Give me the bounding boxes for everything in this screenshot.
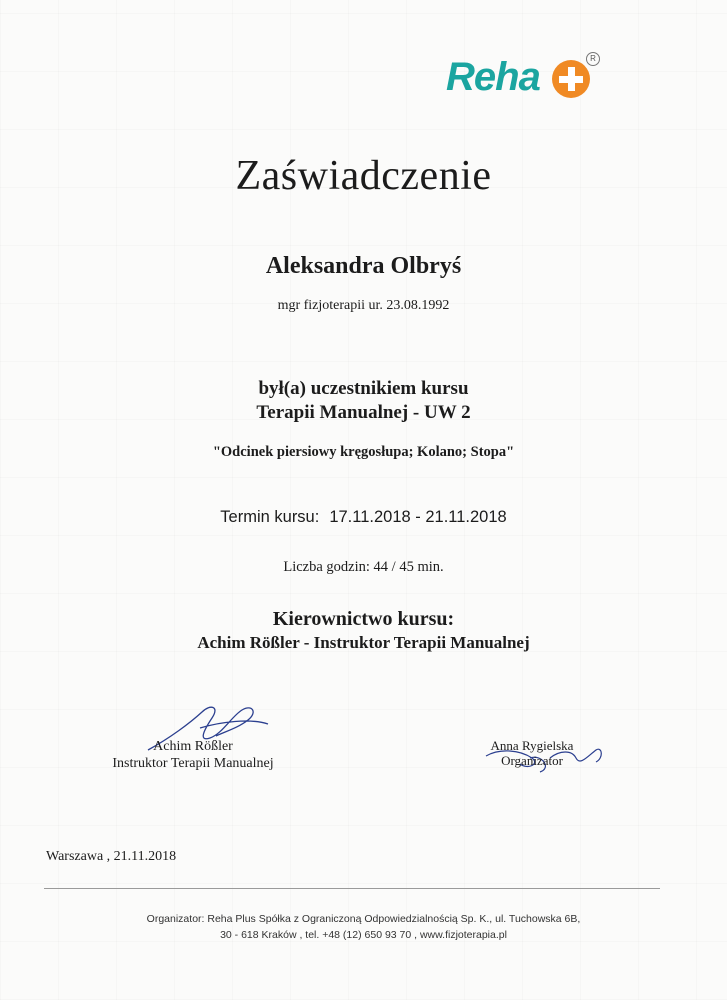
term-value: 17.11.2018 - 21.11.2018: [329, 508, 507, 526]
course-hours: Liczba godzin: 44 / 45 min.: [283, 559, 444, 575]
term-label: Termin kursu:: [220, 508, 320, 526]
footer-line-1: Organizator: Reha Plus Spółka z Ograniczoną Odpowiedzialnością Sp. K., ul. Tuchowska 6B,: [146, 913, 581, 925]
logo-wordmark: Reha: [446, 55, 540, 99]
place-date: Warszawa , 21.11.2018: [46, 849, 177, 864]
certificate-title: Zaświadczenie: [235, 153, 492, 199]
right-signatory-role: Organizator: [501, 753, 563, 768]
footer-line-2: 30 - 618 Kraków , tel. +48 (12) 650 93 70 , www.fizjoterapia.pl: [220, 929, 507, 941]
reha-plus-logo: [446, 50, 606, 106]
recipient-name: Aleksandra Olbryś: [265, 253, 462, 279]
statement-line-2: Terapii Manualnej - UW 2: [256, 402, 471, 423]
left-signatory-name: Achim Rößler: [153, 739, 233, 754]
recipient-details: mgr fizjoterapii ur. 23.08.1992: [277, 298, 450, 313]
footer-divider: [44, 888, 660, 889]
right-signatory-name: Anna Rygielska: [490, 738, 574, 753]
left-signature-block: [102, 738, 284, 772]
right-signature-block: [472, 738, 592, 768]
course-topics: "Odcinek piersiowy kręgosłupa; Kolano; Stopa": [212, 444, 515, 460]
registered-mark: R: [586, 52, 600, 66]
statement-line-1: był(a) uczestnikiem kursu: [258, 378, 469, 399]
management-heading: Kierownictwo kursu:: [272, 608, 455, 630]
left-signatory-role: Instruktor Terapii Manualnej: [112, 756, 274, 771]
plus-icon: [552, 60, 590, 98]
footer: [0, 911, 727, 943]
management-line: Achim Rößler - Instruktor Terapii Manualnej: [197, 633, 530, 652]
course-term: [0, 508, 727, 527]
